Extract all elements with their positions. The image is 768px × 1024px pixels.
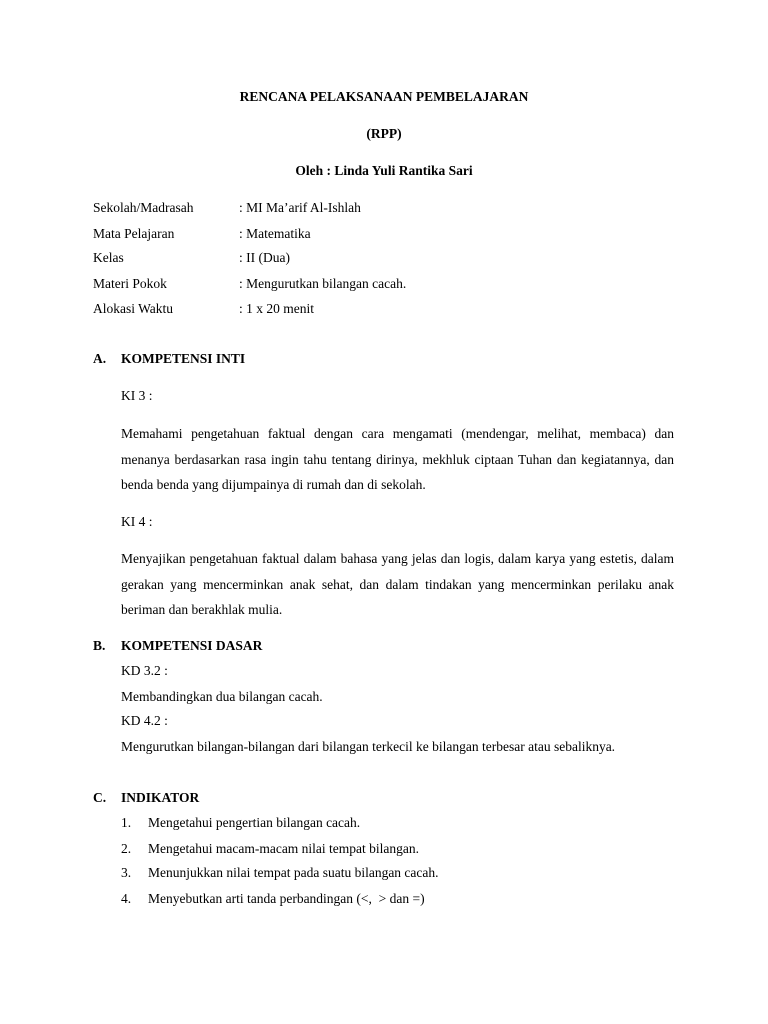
kd42-label: KD 4.2 : [121, 713, 168, 728]
ki3-label: KI 3 : [121, 388, 153, 403]
identity-value: : Matematika [239, 226, 311, 241]
list-item: Menunjukkan nilai tempat pada suatu bilangan cacah. [148, 865, 439, 880]
ki4-label: KI 4 : [121, 514, 153, 529]
ki3-paragraph: Memahami pengetahuan faktual dengan cara mengamati (mendengar, melihat, membaca) dan menanya berdasarkan rasa ingin tahu tentang dirinya, mekhluk ciptaan Tuhan dan kegiatannya, dan benda benda yang dijumpainya di rumah dan di sekolah. [121, 426, 674, 492]
section-b-heading: KOMPETENSI DASAR [121, 638, 263, 653]
identity-label: Sekolah/Madrasah [93, 200, 194, 215]
section-c-heading: INDIKATOR [121, 790, 200, 805]
identity-label: Mata Pelajaran [93, 226, 175, 241]
section-b-letter: B. [93, 638, 106, 653]
section-a-heading: KOMPETENSI INTI [121, 351, 246, 366]
document-author: Oleh : Linda Yuli Rantika Sari [295, 163, 473, 178]
section-c-letter: C. [93, 790, 107, 805]
document-subtitle: (RPP) [366, 126, 402, 141]
document-title: RENCANA PELAKSANAAN PEMBELAJARAN [239, 89, 529, 104]
list-item-number: 2. [121, 841, 132, 856]
identity-label: Kelas [93, 250, 124, 265]
identity-value: : 1 x 20 menit [239, 301, 314, 316]
list-item-number: 1. [121, 815, 132, 830]
kd32-text: Membandingkan dua bilangan cacah. [121, 689, 323, 704]
ki4-paragraph: Menyajikan pengetahuan faktual dalam bahasa yang jelas dan logis, dalam karya yang estetis, dalam gerakan yang mencerminkan anak sehat, dan dalam tindakan yang mencerminkan perilaku anak beriman dan berakhlak mulia. [121, 551, 674, 617]
section-a-letter: A. [93, 351, 107, 366]
kd32-label: KD 3.2 : [121, 663, 168, 678]
list-item: Mengetahui pengertian bilangan cacah. [148, 815, 361, 830]
list-item-number: 3. [121, 865, 132, 880]
list-item: Menyebutkan arti tanda perbandingan (<, > dan =) [148, 891, 425, 906]
kd42-paragraph: Mengurutkan bilangan-bilangan dari bilangan terkecil ke bilangan terbesar atau sebaliknya. [121, 739, 616, 754]
list-item: Mengetahui macam-macam nilai tempat bilangan. [148, 841, 420, 856]
identity-value: : MI Ma’arif Al-Ishlah [239, 200, 361, 215]
identity-label: Materi Pokok [93, 276, 167, 291]
identity-value: : II (Dua) [239, 250, 290, 265]
list-item-number: 4. [121, 891, 132, 906]
identity-label: Alokasi Waktu [93, 301, 174, 316]
identity-value: : Mengurutkan bilangan cacah. [239, 276, 407, 291]
